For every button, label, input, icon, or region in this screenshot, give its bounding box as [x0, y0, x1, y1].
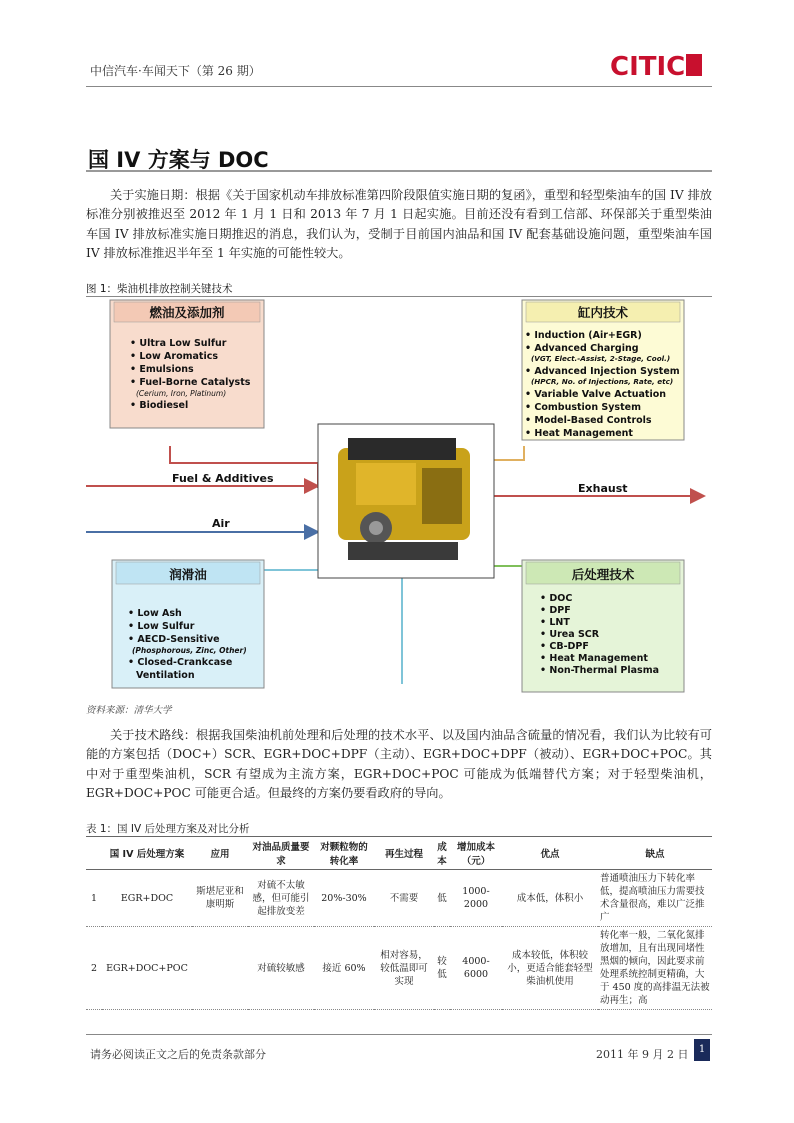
table-cell: 对硫不太敏感，但可能引起排放变差	[248, 870, 314, 927]
table-cell: 较低	[434, 927, 450, 1010]
table-header-row	[86, 837, 712, 870]
table-cell: 斯堪尼亚和康明斯	[192, 870, 248, 927]
header-rule	[86, 86, 712, 87]
footer-rule	[86, 1034, 712, 1035]
fuel-item: • Ultra Low Sulfur	[130, 338, 227, 349]
table-row	[86, 870, 712, 927]
page-number: 1	[694, 1039, 710, 1061]
figure-source: 资料来源：清华大学	[86, 705, 172, 716]
citic-logo	[610, 50, 702, 80]
incylinder-item: • Combustion System	[525, 402, 641, 413]
table-cell: 4000-6000	[450, 927, 502, 1010]
aftertreatment-box-title: 后处理技术	[571, 567, 635, 582]
table-header: 再生过程	[374, 837, 434, 870]
table-cell: 转化率一般，二氧化氮排放增加，且有出现同堵性黑烟的倾向，因此要求前处理系统控制更精确，大于 450 度的高排温无法被动再生；高	[598, 927, 712, 1010]
fuel-item: • Low Aromatics	[130, 351, 219, 362]
table-header: 国 IV 后处理方案	[102, 837, 192, 870]
table-header: 优点	[502, 837, 598, 870]
table-cell: 成本较低，体积较小，更适合能套轻型柴油机使用	[502, 927, 598, 1010]
table-row	[86, 927, 712, 1010]
section-rule	[86, 170, 712, 172]
fuel-item: • Biodiesel	[130, 400, 189, 411]
incylinder-item-note: (HPCR, No. of Injections, Rate, etc)	[531, 377, 674, 386]
table-header: 增加成本（元）	[450, 837, 502, 870]
fuel-item: • Emulsions	[130, 364, 194, 375]
incylinder-item: • Induction (Air+EGR)	[525, 330, 642, 341]
incylinder-item: • Advanced Injection System	[525, 366, 680, 377]
table-cell: 2	[86, 927, 102, 1010]
lube-item-note: (Phosphorous, Zinc, Other)	[132, 646, 247, 655]
table-cell: 成本低，体积小	[502, 870, 598, 927]
table-header: 缺点	[598, 837, 712, 870]
footer-date: 2011 年 9 月 2 日	[596, 1048, 689, 1061]
lube-item: • AECD-Sensitive	[128, 634, 220, 645]
fuel-additives-label: Fuel & Additives	[172, 472, 274, 485]
lube-item: • Closed-Crankcase	[128, 657, 233, 668]
table-header: 对油品质量要求	[248, 837, 314, 870]
paragraph-technology-route: 关于技术路线：根据我国柴油机前处理和后处理的技术水平、以及国内油品含硫量的情况看，我们认为比较有可能的方案包括（DOC+）SCR、EGR+DOC+DPF（主动）、EGR+DOC+DPF（被动）、EGR+DOC+POC。其中对于重型柴油机，SCR 有望成为主流方案，EGR+DOC+POC 可能成为低端替代方案；对于轻型柴油机，EGR+DOC+POC 可能更合适。但最终的方案仍要看政府的导向。	[86, 728, 712, 800]
incylinder-item: • Model-Based Controls	[525, 415, 652, 426]
table-cell: 相对容易，较低温即可实现	[374, 927, 434, 1010]
aftertreatment-item: • Urea SCR	[540, 629, 600, 640]
table-cell: 对硫较敏感	[248, 927, 314, 1010]
incylinder-item: • Heat Management	[525, 428, 633, 439]
incylinder-item-note: (VGT, Elect.-Assist, 2-Stage, Cool.)	[531, 354, 671, 363]
table-cell: EGR+DOC+POC	[102, 927, 192, 1010]
incylinder-item: • Variable Valve Actuation	[525, 389, 667, 400]
table-header: 对颗粒物的转化率	[314, 837, 374, 870]
fuel-box-title: 燃油及添加剂	[149, 305, 225, 320]
paragraph-implementation-date: 关于实施日期：根据《关于国家机动车排放标准第四阶段限值实施日期的复函》，重型和轻型柴油车的国 IV 排放标准分别被推迟至 2012 年 1 月 1 日和 2013 年 7 月 1 日起实施。目前还没有看到工信部、环保部关于重型柴油车国 IV 排放标准实施日期推迟的消息，我们认为，受制于目前国内油品和国 IV 配套基础设施问题，重型柴油车国 IV 排放标准推迟半年至 1 年实施的可能性较大。	[86, 188, 712, 260]
exhaust-label: Exhaust	[578, 482, 628, 495]
aftertreatment-item: • Non-Thermal Plasma	[540, 665, 660, 676]
table-cell: 1	[86, 870, 102, 927]
table-cell: 20%-30%	[314, 870, 374, 927]
table-header: 应用	[192, 837, 248, 870]
aftertreatment-item: • DPF	[540, 605, 571, 616]
table-cell: 1000-2000	[450, 870, 502, 927]
fuel-item-note: (Cerium, Iron, Platinum)	[136, 389, 227, 398]
table-cell	[192, 927, 248, 1010]
aftertreatment-item: • Heat Management	[540, 653, 648, 664]
table-cell: 普通喷油压力下转化率低，提高喷油压力需要技术含量很高，难以广泛推广	[598, 870, 712, 927]
table-cell: 接近 60%	[314, 927, 374, 1010]
logo-seal-icon	[686, 54, 702, 76]
incylinder-box-title: 缸内技术	[577, 305, 629, 320]
logo-text: CITIC	[610, 52, 686, 80]
lube-connector	[260, 570, 402, 684]
table-cell: 不需要	[374, 870, 434, 927]
lube-box-title: 润滑油	[169, 567, 207, 582]
lube-item: Ventilation	[136, 670, 195, 681]
table-cell: EGR+DOC	[102, 870, 192, 927]
aftertreatment-item: • DOC	[540, 593, 573, 604]
aftertreatment-item: • LNT	[540, 617, 570, 628]
lube-item: • Low Ash	[128, 608, 182, 619]
emission-control-diagram	[86, 298, 706, 702]
fuel-item: • Fuel-Borne Catalysts	[130, 377, 251, 388]
aftertreatment-comparison-table	[86, 836, 712, 1010]
lube-item: • Low Sulfur	[128, 621, 195, 632]
footer-disclaimer: 请务必阅读正文之后的免责条款部分	[90, 1048, 266, 1061]
table-header	[86, 837, 102, 870]
report-header-title: 中信汽车·车闻天下（第 26 期）	[90, 64, 261, 78]
table-cell: 低	[434, 870, 450, 927]
figure-caption: 图 1：柴油机排放控制关键技术	[86, 283, 233, 295]
table-header: 成本	[434, 837, 450, 870]
aftertreatment-item: • CB-DPF	[540, 641, 589, 652]
table-caption: 表 1：国 IV 后处理方案及对比分析	[86, 823, 250, 835]
section-title: 国 IV 方案与 DOC	[88, 148, 269, 172]
diesel-engine-image	[318, 424, 494, 578]
figure-rule	[86, 296, 712, 297]
incylinder-item: • Advanced Charging	[525, 343, 639, 354]
air-label: Air	[212, 517, 230, 530]
